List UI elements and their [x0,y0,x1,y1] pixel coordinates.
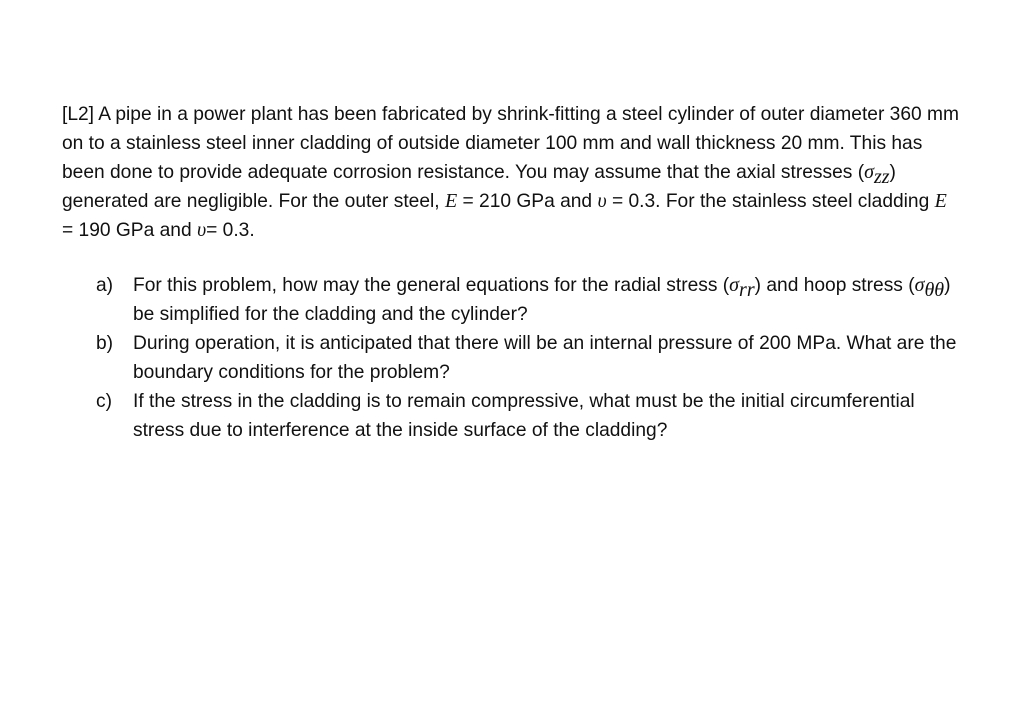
question-a-text-3: ) be simplified for the cladding and the cylinder? [133,275,951,325]
question-b-text: During operation, it is anticipated that there will be an internal pressure of 200 MPa. What are the boundary conditions for the problem? [133,333,957,383]
problem-text-6: = 0.3. [206,220,255,241]
question-list [62,271,962,445]
question-a-text-2: ) and hoop stress ( [754,275,915,296]
problem-text-5: = 190 GPa and [62,220,197,241]
problem-text-1: [L2] A pipe in a power plant has been fabricated by shrink-fitting a steel cylinder of outer diameter 360 mm on to a stainless steel inner cladding of outside diameter 100 mm and wall thickness 20 mm. This has been done to provide adequate corrosion resistance. You may assume that the axial stresses ( [62,104,959,183]
sigma-symbol: σ [864,161,874,183]
problem-text-4: = 0.3. For the stainless steel cladding [606,191,935,212]
modulus-symbol: E [444,190,458,212]
question-c-text: If the stress in the cladding is to remain compressive, what must be the initial circumferential stress due to interference at the inside surface of the cladding? [133,391,915,441]
problem-text-2: ) generated are negligible. For the outer steel, [62,162,896,212]
subscript-rr: rr [739,278,755,301]
question-c [62,387,962,445]
poisson-symbol: υ [597,190,607,212]
question-a-text-1: For this problem, how may the general equations for the radial stress ( [133,275,730,296]
poisson-symbol: υ [196,219,207,241]
question-marker: a) [96,275,114,296]
question-marker: c) [96,391,112,412]
subscript-theta-theta: θθ [924,278,945,301]
question-marker: b) [96,333,114,354]
problem-text-3: = 210 GPa and [457,191,598,212]
sigma-symbol: σ [729,274,740,296]
question-b [62,329,962,387]
document-body [62,100,962,445]
sigma-symbol: σ [914,274,925,296]
modulus-symbol: E [934,190,947,212]
subscript-zz: zz [873,165,890,188]
problem-statement [62,100,962,245]
question-a [62,271,962,329]
